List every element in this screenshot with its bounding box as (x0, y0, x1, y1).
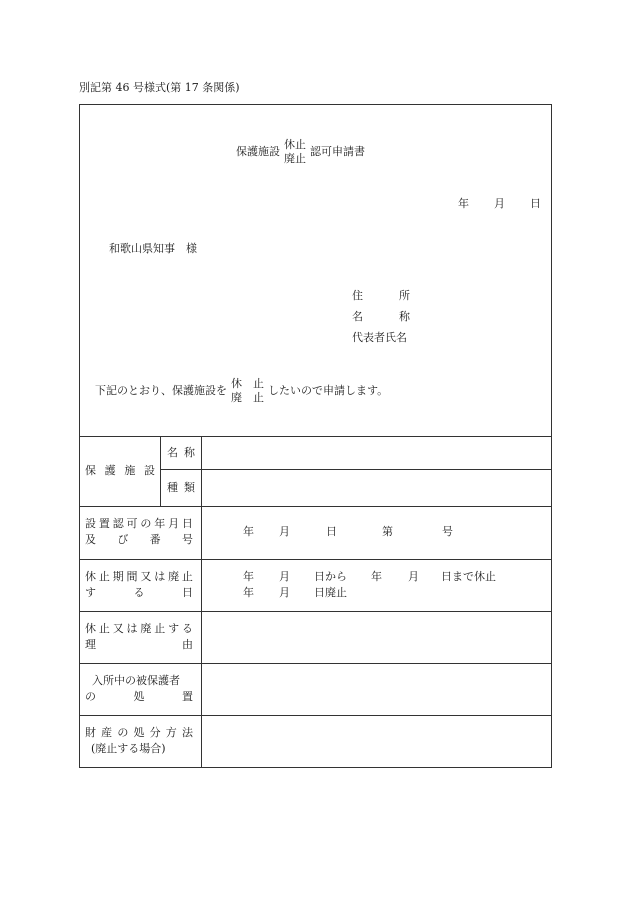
suspend-end-month: 月 (408, 570, 419, 583)
facility-kind-label: 種 類 (167, 481, 195, 494)
statement (95, 377, 388, 405)
form-reference: 別記第 46 号様式(第 17 条関係) (79, 81, 240, 94)
reason-label-line1: 休 止 又 は 廃 止 す る (85, 622, 193, 635)
title-stack-top: 休止 (284, 138, 306, 151)
suspend-start-month: 月 (279, 570, 290, 583)
abolish-day: 日廃止 (314, 586, 347, 599)
property-field[interactable] (202, 716, 551, 767)
suspend-end-day: 日まで休止 (441, 570, 496, 583)
abolish-year: 年 (243, 586, 254, 599)
approval-number-prefix: 第 (382, 525, 393, 538)
facility-label: 保 護 施 設 (85, 464, 155, 477)
title-suffix: 認可申請書 (310, 145, 365, 158)
approval-day: 日 (326, 525, 337, 538)
statement-stack (231, 377, 264, 405)
period-label-line1: 休 止 期 間 又 は 廃 止 (85, 570, 193, 583)
approval-year: 年 (243, 525, 254, 538)
suspend-start-year: 年 (243, 570, 254, 583)
statement-prefix: 下記のとおり、保護施設を (95, 384, 227, 397)
row-line-2 (79, 559, 552, 560)
facility-sub-divider (160, 436, 161, 506)
applicant-name-label: 名 称 (352, 310, 410, 323)
statement-stack-top: 休 止 (231, 377, 264, 390)
facility-name-field[interactable] (202, 437, 551, 469)
title-stack-bottom: 廃止 (284, 152, 306, 165)
property-label-line1: 財 産 の 処 分 方 法 (85, 726, 193, 739)
statement-stack-bottom: 廃 止 (231, 391, 264, 404)
period-label-line2: す る 日 (85, 586, 193, 599)
title-stack (284, 138, 306, 166)
applicant-representative-label: 代表者氏名 (352, 331, 407, 344)
approval-month: 月 (279, 525, 290, 538)
addressee: 和歌山県知事 様 (109, 242, 197, 255)
statement-suffix: したいので申請します。 (268, 384, 389, 397)
date-year: 年 (458, 197, 469, 210)
residents-label-line1: 入所中の被保護者 (92, 674, 180, 687)
row-line-1 (79, 506, 552, 507)
date-month: 月 (494, 197, 505, 210)
residents-label-line2: の 処 置 (85, 690, 193, 703)
suspend-end-year: 年 (371, 570, 382, 583)
property-label-line2: (廃止する場合) (91, 742, 166, 755)
form-title (236, 138, 365, 166)
abolish-month: 月 (279, 586, 290, 599)
title-prefix: 保護施設 (236, 145, 280, 158)
approval-label-line1: 設 置 認 可 の 年 月 日 (85, 517, 193, 530)
reason-field[interactable] (202, 612, 551, 663)
applicant-address-label: 住 所 (352, 289, 410, 302)
facility-name-label: 名 称 (167, 446, 195, 459)
facility-kind-field[interactable] (202, 470, 551, 506)
suspend-start-day: 日から (314, 570, 347, 583)
reason-label-line2: 理 由 (85, 638, 193, 651)
approval-number-suffix: 号 (442, 525, 453, 538)
date-day: 日 (530, 197, 541, 210)
approval-label-line2: 及 び 番 号 (85, 533, 193, 546)
residents-field[interactable] (202, 664, 551, 715)
